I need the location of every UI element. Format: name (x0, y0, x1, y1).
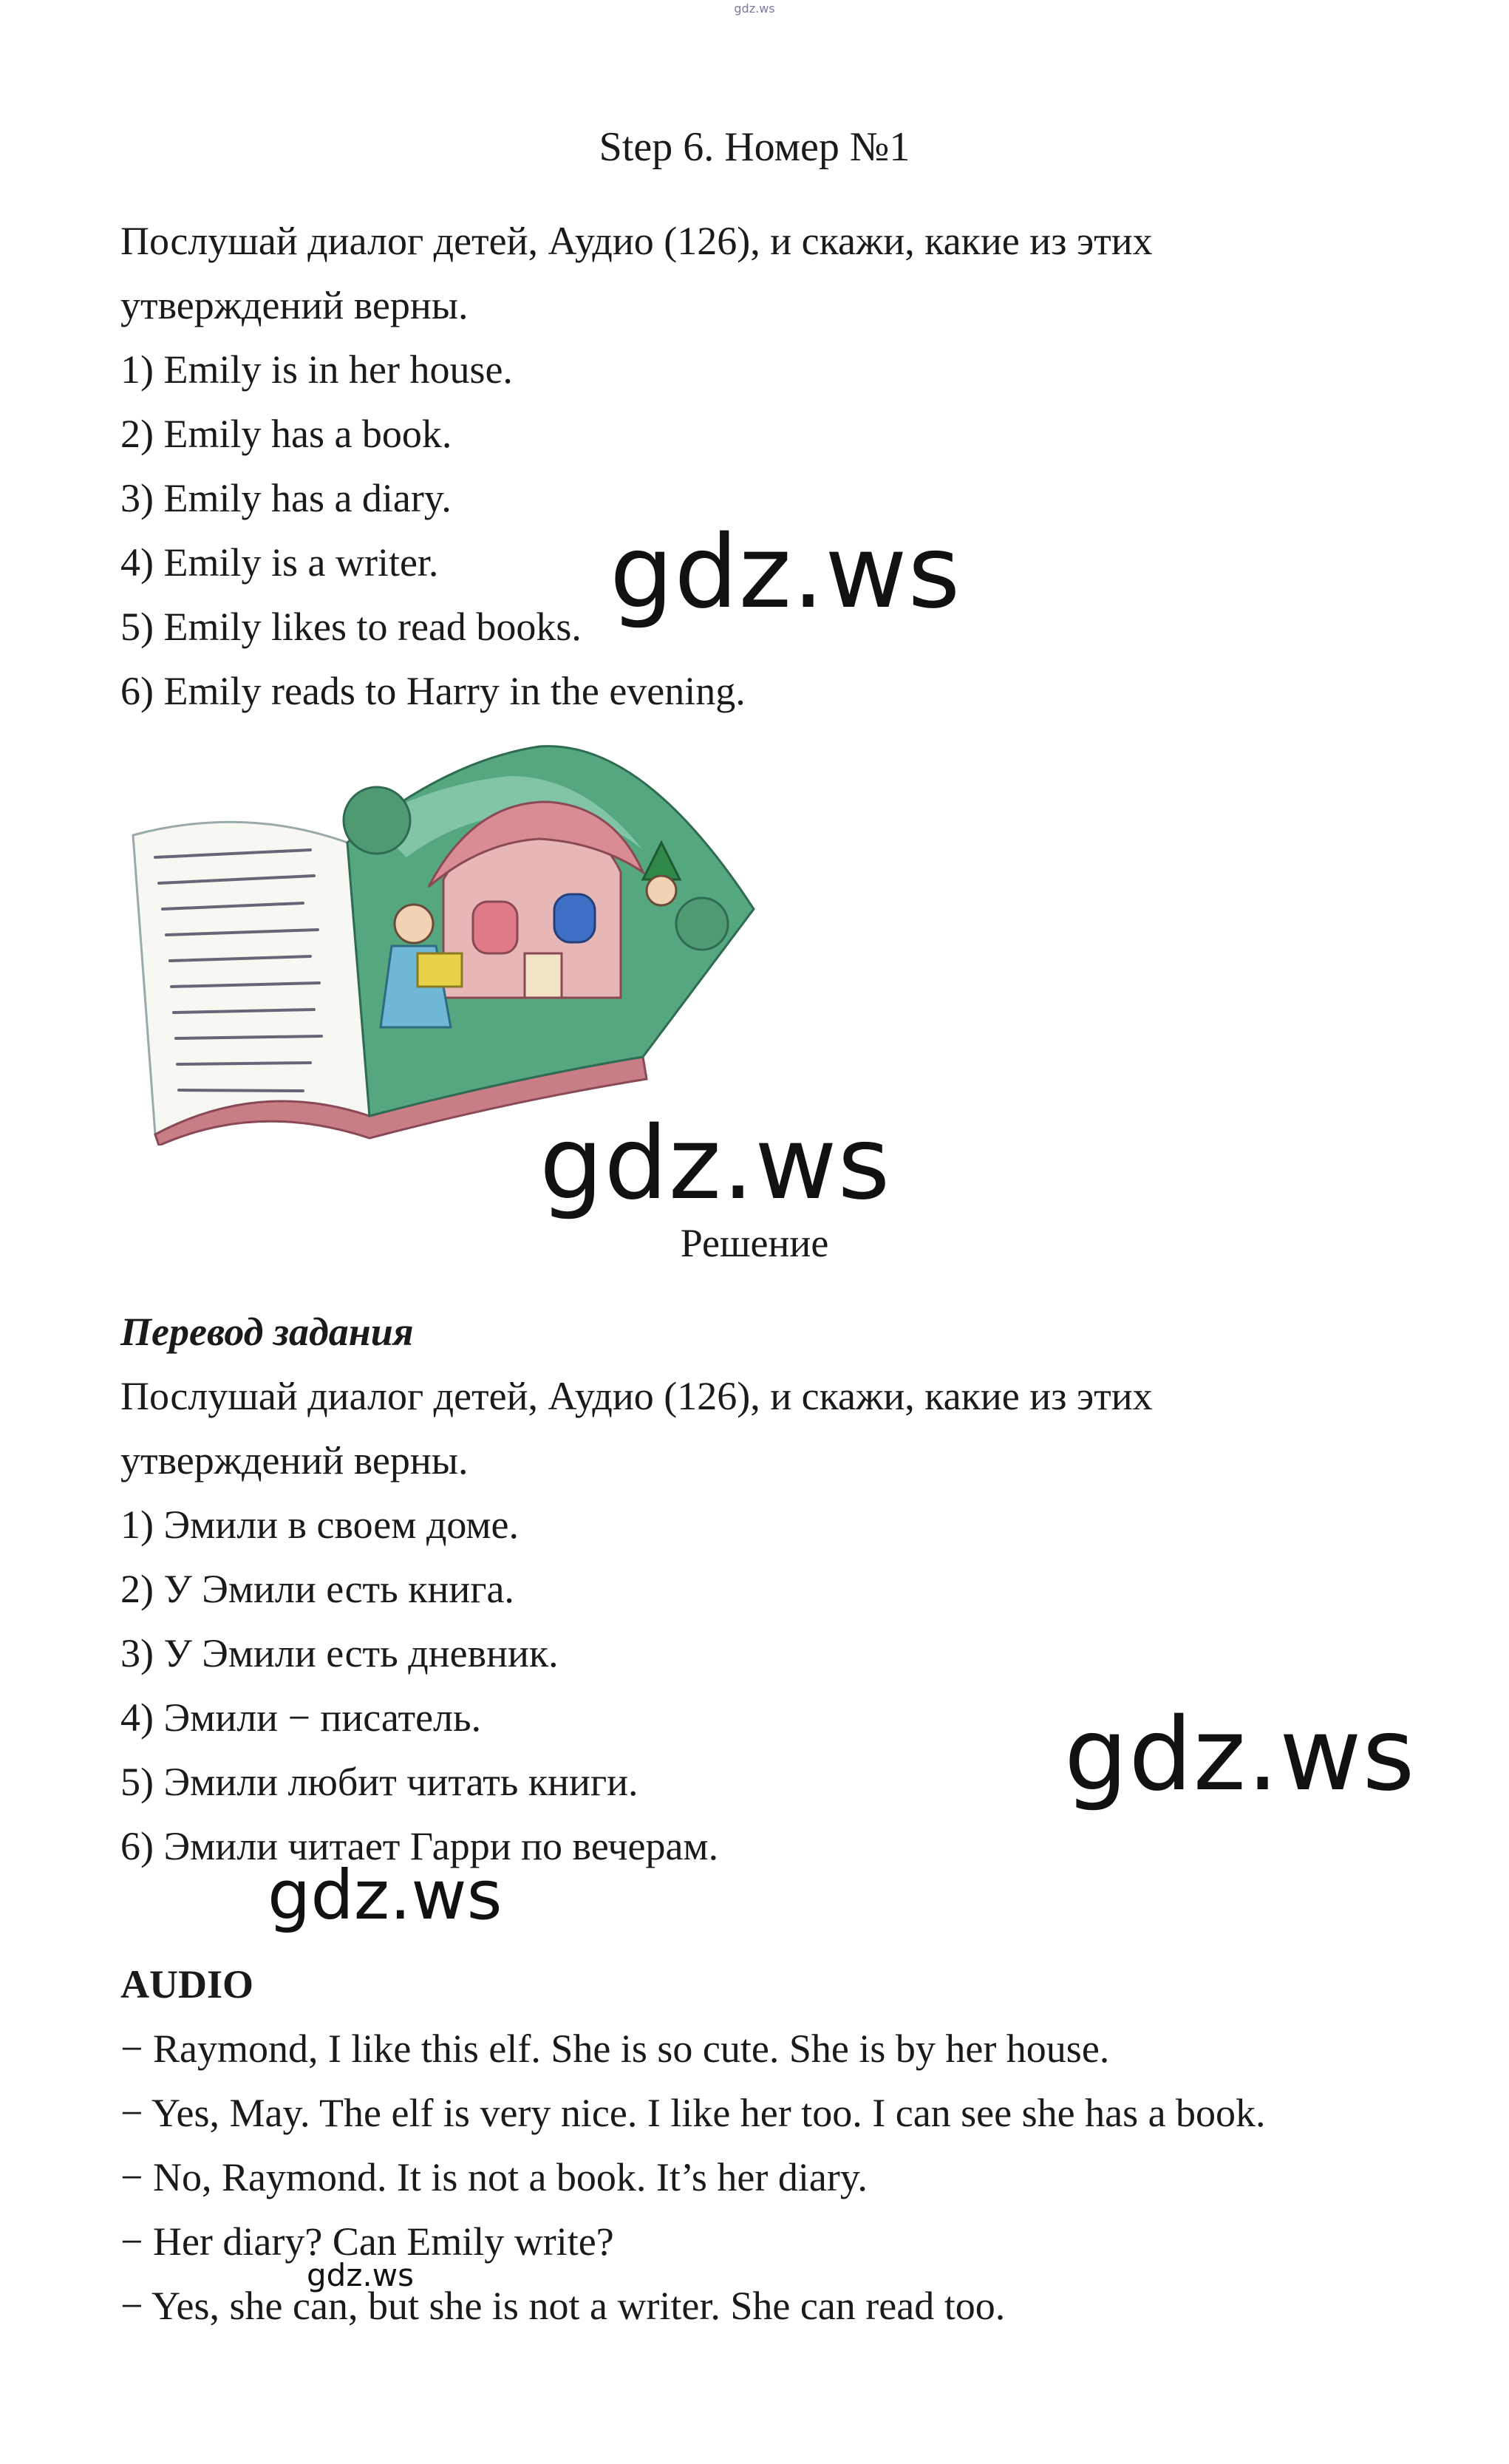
solution-label: Решение (680, 1221, 829, 1265)
task-line: 3) Emily has a diary. (120, 476, 452, 520)
storybook-illustration (126, 732, 769, 1146)
watermark: gdz.ws (539, 1106, 891, 1222)
translation-line: 6) Эмили читает Гарри по вечерам. (120, 1824, 719, 1868)
translation-line: 5) Эмили любит читать книги. (120, 1760, 638, 1804)
audio-line: − Raymond, I like this elf. She is so cute. She is by her house. (120, 2026, 1110, 2071)
gnome-head-icon (647, 876, 676, 905)
translation-line: 1) Эмили в своем доме. (120, 1502, 520, 1547)
watermark: gdz.ws (268, 1856, 503, 1935)
elf-head-icon (395, 905, 433, 943)
translation-line: 3) У Эмили есть дневник. (120, 1631, 559, 1675)
watermark: gdz.ws (610, 514, 961, 631)
audio-line: − Yes, May. The elf is very nice. I like her too. I can see she has a book. (120, 2091, 1266, 2135)
page-title: Step 6. Номер №1 (599, 124, 910, 170)
watermark: gdz.ws (307, 2257, 414, 2293)
audio-line: − Yes, she can, but she is not a writer. She can read too. (120, 2284, 1006, 2328)
task-line: 4) Emily is a writer. (120, 540, 439, 585)
translation-line: утверждений верны. (120, 1438, 469, 1483)
translation-line: Послушай диалог детей, Аудио (126), и скажи, какие из этих (120, 1374, 1153, 1418)
task-line: 2) Emily has a book. (120, 412, 452, 456)
top-watermark: gdz.ws (734, 1, 775, 16)
task-line: 6) Emily reads to Harry in the evening. (120, 669, 746, 713)
task-line: Послушай диалог детей, Аудио (126), и скажи, какие из этих (120, 219, 1153, 263)
task-line: утверждений верны. (120, 283, 469, 327)
task-line: 5) Emily likes to read books. (120, 605, 582, 649)
translation-line: 4) Эмили − писатель. (120, 1695, 482, 1740)
audio-heading: AUDIO (120, 1962, 254, 2007)
window-icon (554, 894, 595, 942)
translation-line: 2) У Эмили есть книга. (120, 1567, 514, 1611)
audio-line: − Her diary? Can Emily write? (120, 2219, 614, 2264)
watermark: gdz.ws (1064, 1697, 1416, 1814)
audio-line: − No, Raymond. It is not a book. It’s her diary. (120, 2155, 868, 2199)
diary-icon (418, 953, 462, 987)
task-line: 1) Emily is in her house. (120, 347, 513, 392)
translation-heading: Перевод задания (120, 1310, 414, 1354)
